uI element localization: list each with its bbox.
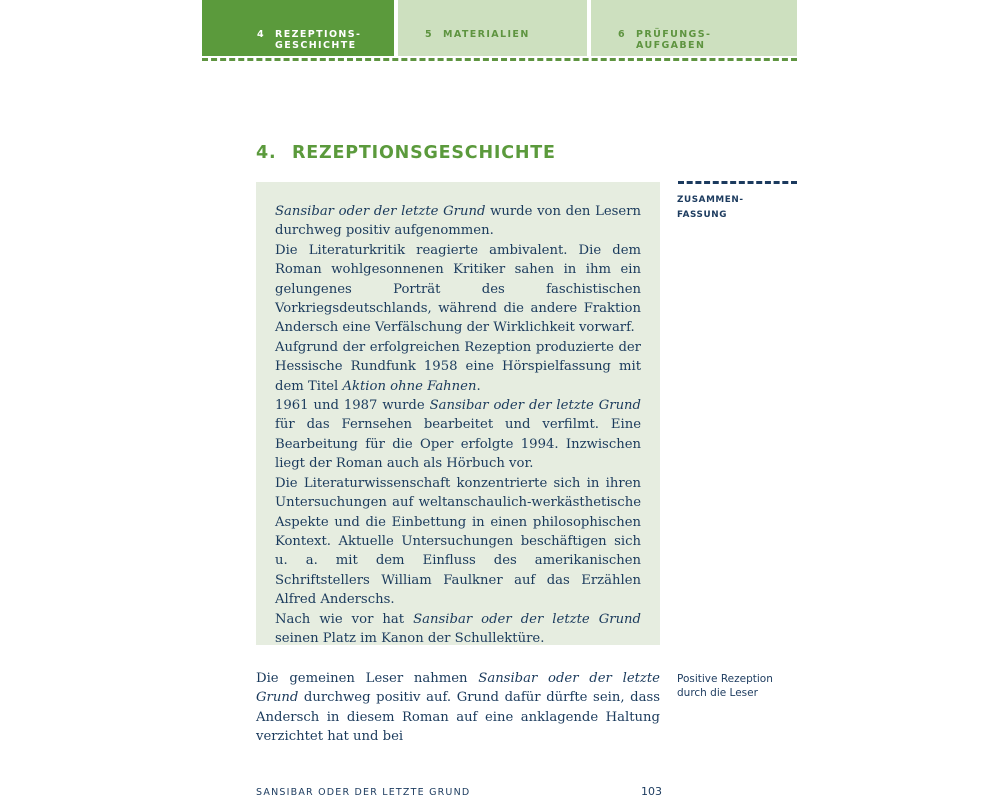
tab-label-line2: AUFGABEN: [636, 40, 706, 51]
summary-paragraph: [275, 396, 641, 474]
chapter-tabs: [202, 0, 797, 56]
margin-note-line1: Positive Rezeption: [677, 673, 773, 685]
tab-label: MATERIALIEN: [443, 29, 530, 40]
tab-label-line2: GESCHICHTE: [275, 40, 357, 51]
footer-book-title: SANSIBAR ODER DER LETZTE GRUND: [256, 787, 471, 798]
tab-number: 4: [257, 29, 266, 40]
text-span: wurde von den Lesern durchweg positiv aufgenommen.: [275, 204, 641, 239]
chapter-title-text: REZEPTIONSGESCHICHTE: [292, 143, 556, 163]
text-span: seinen Platz im Kanon der Schullektüre.: [275, 630, 545, 646]
tab-pruefungsaufgaben[interactable]: [591, 0, 797, 56]
summary-paragraph: Die Literaturkritik reagierte ambivalent. Die dem Roman wohlgesonnenen Kritiker sahen in ihm ein gelungenes Porträt des faschistischen Vorkriegsdeutschlands, während die andere Fraktion Andersch eine Verfälschung der Wirklichkeit vorwarf.: [275, 242, 641, 336]
tab-label-line1: REZEPTIONS-: [275, 29, 362, 40]
margin-note-line2: durch die Leser: [677, 687, 758, 699]
body-text: [256, 669, 660, 747]
book-title: Sansibar oder der letzte Grund: [256, 671, 660, 706]
margin-note: [677, 672, 797, 700]
book-title: Sansibar oder der letzte Grund: [413, 611, 641, 627]
text-span: durchweg positiv auf. Grund dafür dürfte sein, dass Andersch in diesem Roman auf eine anklagende Haltung verzichtet hat und bei: [256, 690, 660, 745]
tab-materialien[interactable]: [398, 0, 587, 56]
tab-rezeptionsgeschichte[interactable]: [202, 0, 394, 56]
tab-label: [636, 29, 711, 51]
summary-paragraph: [275, 202, 641, 241]
tab-number: 6: [618, 29, 627, 40]
text-span: für das Fernsehen bearbeitet und verfilmt. Eine Bearbeitung für die Oper erfolgte 1994. Inzwischen liegt der Roman auch als Hörbuch vor.: [275, 417, 641, 472]
sidebar-rule: [678, 181, 797, 184]
body-paragraph: [256, 669, 660, 747]
summary-paragraph: [275, 610, 641, 649]
chapter-title: [256, 143, 556, 163]
tab-label: [275, 29, 361, 51]
tab-divider: [202, 58, 797, 61]
summary-paragraph: Die Literaturwissenschaft konzentrierte sich in ihren Untersuchungen auf weltanschaulich-werkästhetische Aspekte und die Einbettung in einen philosophischen Kontext. Aktuelle Untersuchungen beschäftigen sich u. a. mit dem Einfluss des amerikanischen Schriftstellers William Faulkner auf das Erzählen Alfred Anderschs.: [275, 475, 641, 608]
text-span: 1961 und 1987 wurde: [275, 398, 430, 414]
summary-box: [256, 182, 660, 645]
summary-label-line1: ZUSAMMEN-: [677, 195, 744, 205]
text-span: Nach wie vor hat: [275, 611, 414, 627]
summary-paragraph: [275, 338, 641, 396]
text-span: .: [476, 378, 481, 394]
book-title: Sansibar oder der letzte Grund: [429, 398, 641, 414]
book-title: Sansibar oder der letzte Grund: [275, 204, 486, 219]
radio-play-title: Aktion ohne Fahnen: [342, 378, 477, 394]
summary-label-line2: FASSUNG: [677, 210, 728, 220]
summary-label: [677, 193, 744, 223]
chapter-number: 4.: [256, 143, 277, 163]
text-span: Aufgrund der erfolgreichen Rezeption produzierte der Hessische Rundfunk 1958 eine Hörspielfassung mit dem Titel: [275, 339, 641, 394]
page-number: 103: [641, 785, 662, 798]
tab-number: 5: [425, 29, 434, 40]
tab-label-line1: PRÜFUNGS-: [636, 29, 712, 40]
text-span: Die gemeinen Leser nahmen: [256, 671, 479, 686]
